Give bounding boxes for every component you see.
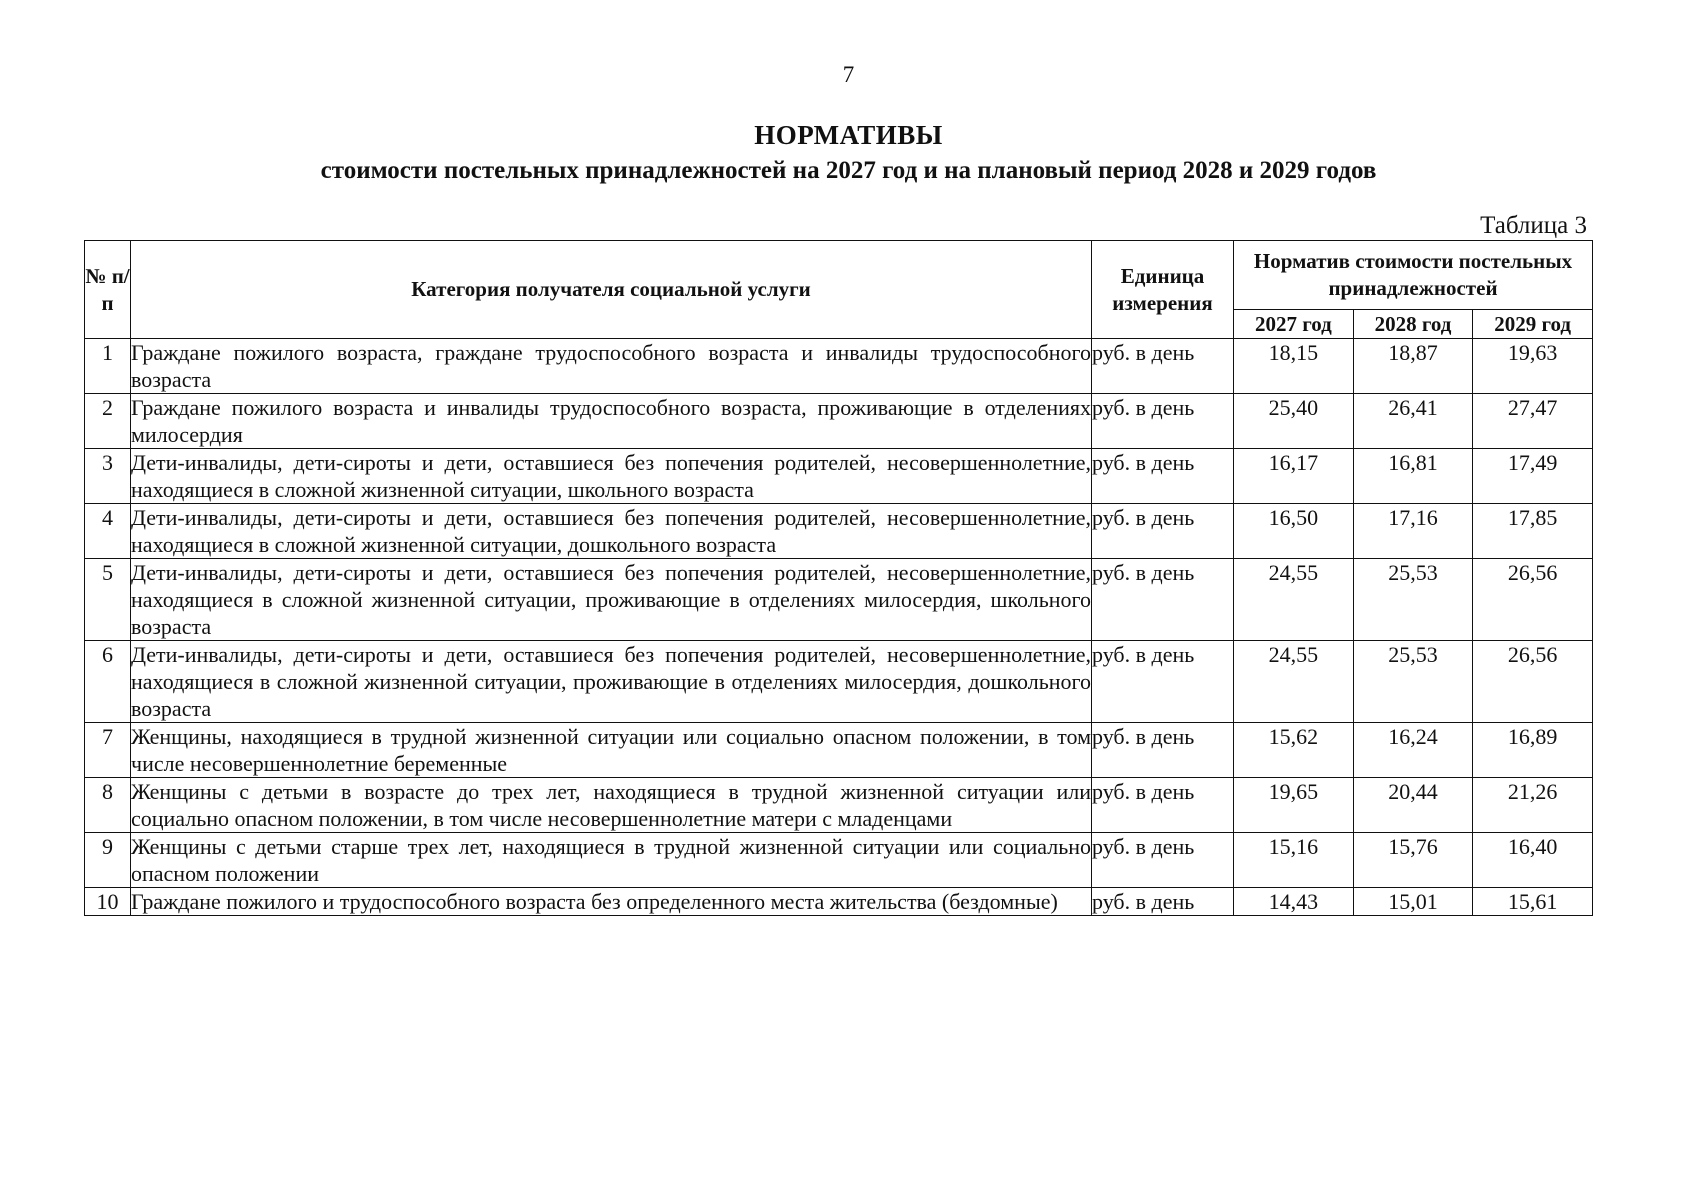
row-value-2029: 15,61 bbox=[1473, 888, 1593, 916]
row-unit: руб. в день bbox=[1092, 888, 1234, 916]
row-value-2028: 17,16 bbox=[1353, 504, 1473, 559]
row-unit: руб. в день bbox=[1092, 778, 1234, 833]
row-unit: руб. в день bbox=[1092, 559, 1234, 641]
header-year-2029: 2029 год bbox=[1473, 310, 1593, 339]
row-value-2027: 19,65 bbox=[1234, 778, 1354, 833]
row-value-2028: 18,87 bbox=[1353, 339, 1473, 394]
row-value-2029: 26,56 bbox=[1473, 641, 1593, 723]
row-num: 10 bbox=[85, 888, 131, 916]
table-row bbox=[85, 394, 1593, 449]
row-value-2029: 17,49 bbox=[1473, 449, 1593, 504]
row-value-2027: 16,50 bbox=[1234, 504, 1354, 559]
row-unit: руб. в день bbox=[1092, 394, 1234, 449]
row-unit: руб. в день bbox=[1092, 641, 1234, 723]
row-category: Дети-инвалиды, дети-сироты и дети, оставшиеся без попечения родителей, несовершеннолетние, находящиеся в сложной жизненной ситуации, дошкольного возраста bbox=[131, 505, 1091, 557]
table-row bbox=[85, 723, 1593, 778]
table-row bbox=[85, 888, 1593, 916]
table-row bbox=[85, 339, 1593, 394]
row-value-2029: 21,26 bbox=[1473, 778, 1593, 833]
row-value-2029: 27,47 bbox=[1473, 394, 1593, 449]
page-number: 7 bbox=[842, 62, 855, 87]
row-value-2028: 25,53 bbox=[1353, 559, 1473, 641]
row-num: 1 bbox=[85, 339, 131, 394]
header-norm: Норматив стоимости постельных принадлежностей bbox=[1234, 241, 1593, 310]
row-num: 4 bbox=[85, 504, 131, 559]
row-category: Женщины, находящиеся в трудной жизненной ситуации или социально опасном положении, в том числе несовершеннолетние беременные bbox=[131, 724, 1091, 776]
row-value-2028: 20,44 bbox=[1353, 778, 1473, 833]
row-unit: руб. в день bbox=[1092, 449, 1234, 504]
header-num: № п/п bbox=[85, 241, 131, 339]
table-row bbox=[85, 778, 1593, 833]
table-row bbox=[85, 504, 1593, 559]
row-value-2027: 25,40 bbox=[1234, 394, 1354, 449]
row-value-2027: 15,62 bbox=[1234, 723, 1354, 778]
row-value-2027: 14,43 bbox=[1234, 888, 1354, 916]
row-num: 8 bbox=[85, 778, 131, 833]
row-value-2027: 16,17 bbox=[1234, 449, 1354, 504]
row-value-2027: 24,55 bbox=[1234, 559, 1354, 641]
row-unit: руб. в день bbox=[1092, 723, 1234, 778]
row-unit: руб. в день bbox=[1092, 339, 1234, 394]
row-category: Граждане пожилого возраста и инвалиды трудоспособного возраста, проживающие в отделениях милосердия bbox=[131, 395, 1091, 447]
row-value-2027: 24,55 bbox=[1234, 641, 1354, 723]
table-row bbox=[85, 833, 1593, 888]
row-value-2028: 15,76 bbox=[1353, 833, 1473, 888]
row-value-2029: 17,85 bbox=[1473, 504, 1593, 559]
table-row bbox=[85, 641, 1593, 723]
row-value-2028: 15,01 bbox=[1353, 888, 1473, 916]
header-unit: Единица измерения bbox=[1092, 241, 1234, 339]
table-header bbox=[85, 241, 1593, 339]
row-value-2028: 16,81 bbox=[1353, 449, 1473, 504]
row-category: Женщины с детьми старше трех лет, находящиеся в трудной жизненной ситуации или социально опасном положении bbox=[131, 834, 1091, 886]
row-num: 6 bbox=[85, 641, 131, 723]
row-unit: руб. в день bbox=[1092, 833, 1234, 888]
row-category: Дети-инвалиды, дети-сироты и дети, оставшиеся без попечения родителей, несовершеннолетние, находящиеся в сложной жизненной ситуации, проживающие в отделениях милосердия, школьного возраста bbox=[131, 560, 1091, 639]
row-value-2028: 25,53 bbox=[1353, 641, 1473, 723]
row-num: 5 bbox=[85, 559, 131, 641]
document-title: НОРМАТИВЫ bbox=[754, 120, 943, 150]
header-year-2028: 2028 год bbox=[1353, 310, 1473, 339]
header-category: Категория получателя социальной услуги bbox=[131, 241, 1092, 339]
row-num: 2 bbox=[85, 394, 131, 449]
row-category: Дети-инвалиды, дети-сироты и дети, оставшиеся без попечения родителей, несовершеннолетние, находящиеся в сложной жизненной ситуации, школьного возраста bbox=[131, 450, 1091, 502]
row-num: 3 bbox=[85, 449, 131, 504]
row-value-2027: 18,15 bbox=[1234, 339, 1354, 394]
row-category: Дети-инвалиды, дети-сироты и дети, оставшиеся без попечения родителей, несовершеннолетние, находящиеся в сложной жизненной ситуации, проживающие в отделениях милосердия, дошкольного возраста bbox=[131, 642, 1091, 721]
row-value-2029: 16,40 bbox=[1473, 833, 1593, 888]
table-row bbox=[85, 449, 1593, 504]
norms-table bbox=[84, 240, 1593, 916]
row-category: Граждане пожилого возраста, граждане трудоспособного возраста и инвалиды трудоспособного возраста bbox=[131, 340, 1091, 392]
table-label: Таблица 3 bbox=[1480, 212, 1587, 239]
header-year-2027: 2027 год bbox=[1234, 310, 1354, 339]
table-body bbox=[85, 339, 1593, 916]
header-row-top bbox=[85, 241, 1593, 310]
row-value-2028: 16,24 bbox=[1353, 723, 1473, 778]
row-num: 7 bbox=[85, 723, 131, 778]
row-value-2027: 15,16 bbox=[1234, 833, 1354, 888]
row-value-2029: 16,89 bbox=[1473, 723, 1593, 778]
row-num: 9 bbox=[85, 833, 131, 888]
row-category: Граждане пожилого и трудоспособного возраста без определенного места жительства (бездомные) bbox=[131, 888, 1092, 916]
document-subtitle: стоимости постельных принадлежностей на 2027 год и на плановый период 2028 и 2029 годов bbox=[320, 157, 1377, 184]
row-unit: руб. в день bbox=[1092, 504, 1234, 559]
table-row bbox=[85, 559, 1593, 641]
row-value-2029: 26,56 bbox=[1473, 559, 1593, 641]
row-value-2028: 26,41 bbox=[1353, 394, 1473, 449]
row-category: Женщины с детьми в возрасте до трех лет, находящиеся в трудной жизненной ситуации или социально опасном положении, в том числе несовершеннолетние матери с младенцами bbox=[131, 779, 1091, 831]
row-value-2029: 19,63 bbox=[1473, 339, 1593, 394]
